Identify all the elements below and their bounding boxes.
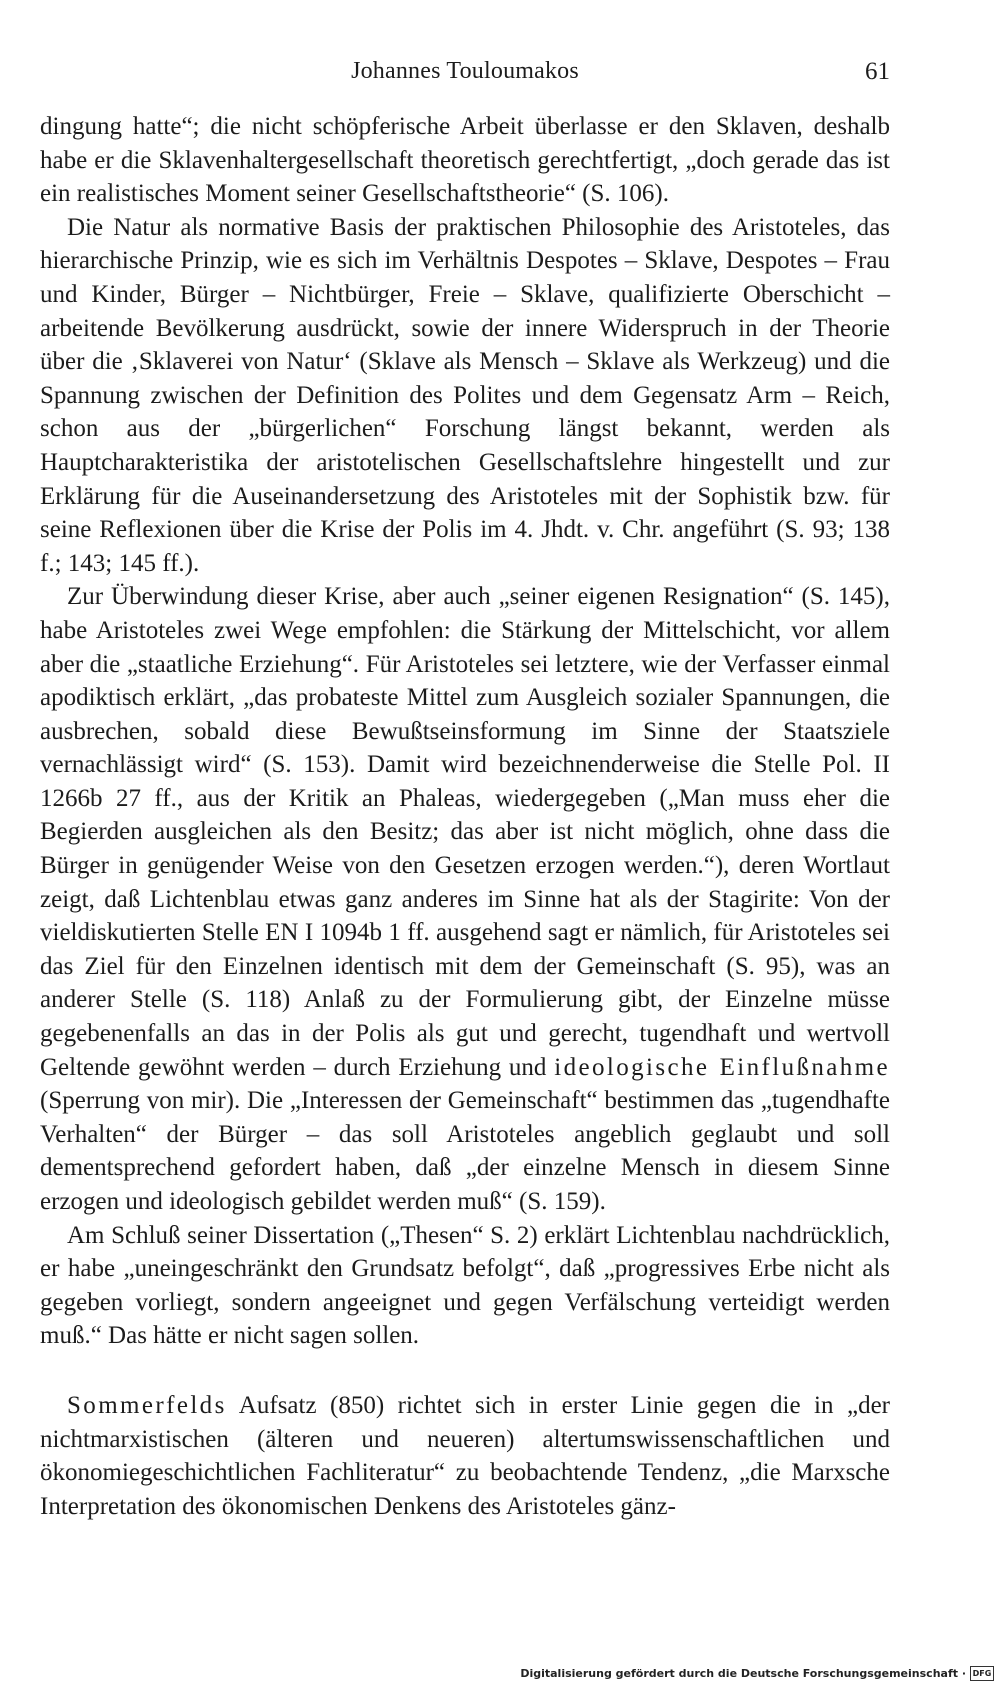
running-head [40,54,890,94]
spaced-emphasis: Sommerfelds [67,1391,227,1419]
paragraph: dingung hatte“; die nicht schöpferische Arbeit überlasse er den Sklaven, deshalb habe er die Sklavenhaltergesellschaft theoretisch gerechtfertigt, „doch gerade das ist ein realistisches Moment seiner Gesellschaftstheorie“ (S. 106). [40,113,890,208]
running-head-author: Johannes Touloumakos [351,58,579,84]
paragraph [40,580,890,1218]
paragraph-text: (Sperrung von mir). Die „Interessen der Gemeinschaft“ bestimmen das „tugendhafte Verhalten“ der Bürger – das soll Aristoteles angeblich geglaubt und soll dementsprechend gefordert haben, daß „der einzelne Mensch in diesem Sinne erzogen und ideologisch gebildet werden muß“ (S. 159). [40,1087,890,1215]
footer-text: Digitalisierung gefördert durch die Deutsche Forschungsgemeinschaft · [520,1667,966,1680]
paragraph: Am Schluß seiner Dissertation („Thesen“ S. 2) erklärt Lichtenblau nachdrücklich, er habe „uneingeschränkt den Grundsatz befolgt“, daß „progressives Erbe nicht als gegeben vorliegt, sondern angeeignet und gegen Verfälschung verteidigt werden muß.“ Das hätte er nicht sagen sollen. [40,1221,890,1350]
paragraph: Die Natur als normative Basis der praktischen Philosophie des Aristoteles, das hierarchische Prinzip, wie es sich im Verhältnis Despotes – Sklave, Despotes – Frau und Kinder, Bürger – Nichtbürger, Freie – Sklave, qualifizierte Oberschicht – arbeitende Bevölkerung ausdrückt, sowie der innere Widerspruch in der Theorie über die ‚Sklaverei von Natur‘ (Sklave als Mensch – Sklave als Werkzeug) und die Spannung zwischen der Definition des Polites und dem Gegensatz Arm – Reich, schon aus der „bürgerlichen“ Forschung längst bekannt, werden als Hauptcharakteristika der aristotelischen Gesellschaftslehre hingestellt und zur Erklärung für die Auseinandersetzung des Aristoteles mit der Sophistik bzw. für seine Reflexionen über die Krise der Polis im 4. Jhdt. v. Chr. angeführt (S. 93; 138 f.; 143; 145 ff.). [40,213,890,577]
digitization-footer [520,1666,994,1681]
paragraph-text: Aufsatz (850) richtet sich in erster Linie gegen die in „der nichtmarxistischen (älteren und neueren) altertumswissenschaftlichen und ökonomiegeschichtlichen Fachliteratur“ zu beobachtende Tendenz, „die Marxsche Interpretation des ökonomischen Denkens des Aristoteles gänz- [40,1391,890,1520]
spaced-emphasis: ideologische Einflußnahme [554,1053,891,1081]
paragraph [40,1389,890,1523]
page-number: 61 [865,58,890,85]
section-gap [40,1353,890,1389]
dfg-logo-icon: DFG [970,1666,994,1681]
body-text [40,110,890,1523]
paragraph-text: Zur Überwindung dieser Krise, aber auch „seiner eigenen Resignation“ (S. 145), habe Aristoteles zwei Wege empfohlen: die Stärkung der Mittelschicht, vor allem aber die „staatliche Erziehung“. Für Aristoteles sei letztere, wie der Verfasser einmal apodiktisch erklärt, „das probateste Mittel zum Ausgleich sozialer Spannungen, die ausbrechen, sobald diese Bewußtseinsformung im Sinne der Staatsziele vernachlässigt wird“ (S. 153). Damit wird bezeichnenderweise die Stelle Pol. II 1266b 27 ff., aus der Kritik an Phaleas, wiedergegeben („Man muss eher die Begierden ausgleichen als den Besitz; das aber ist nicht möglich, ohne dass die Bürger in genügender Weise von den Gesetzen erzogen werden.“), deren Wortlaut zeigt, daß Lichtenblau etwas ganz anderes im Sinne hat als der Stagirite: Von der vieldiskutierten Stelle EN I 1094b 1 ff. ausgehend sagt er nämlich, für Aristoteles sei das Ziel für den Einzelnen identisch mit dem der Gemeinschaft (S. 95), was an anderer Stelle (S. 118) Anlaß zu der Formulierung gibt, der Einzelne müsse gegebenenfalls an das in der Polis als gut und gerecht, tugendhaft und wertvoll Geltende gewöhnt werden – durch Erziehung und [40,583,890,1081]
